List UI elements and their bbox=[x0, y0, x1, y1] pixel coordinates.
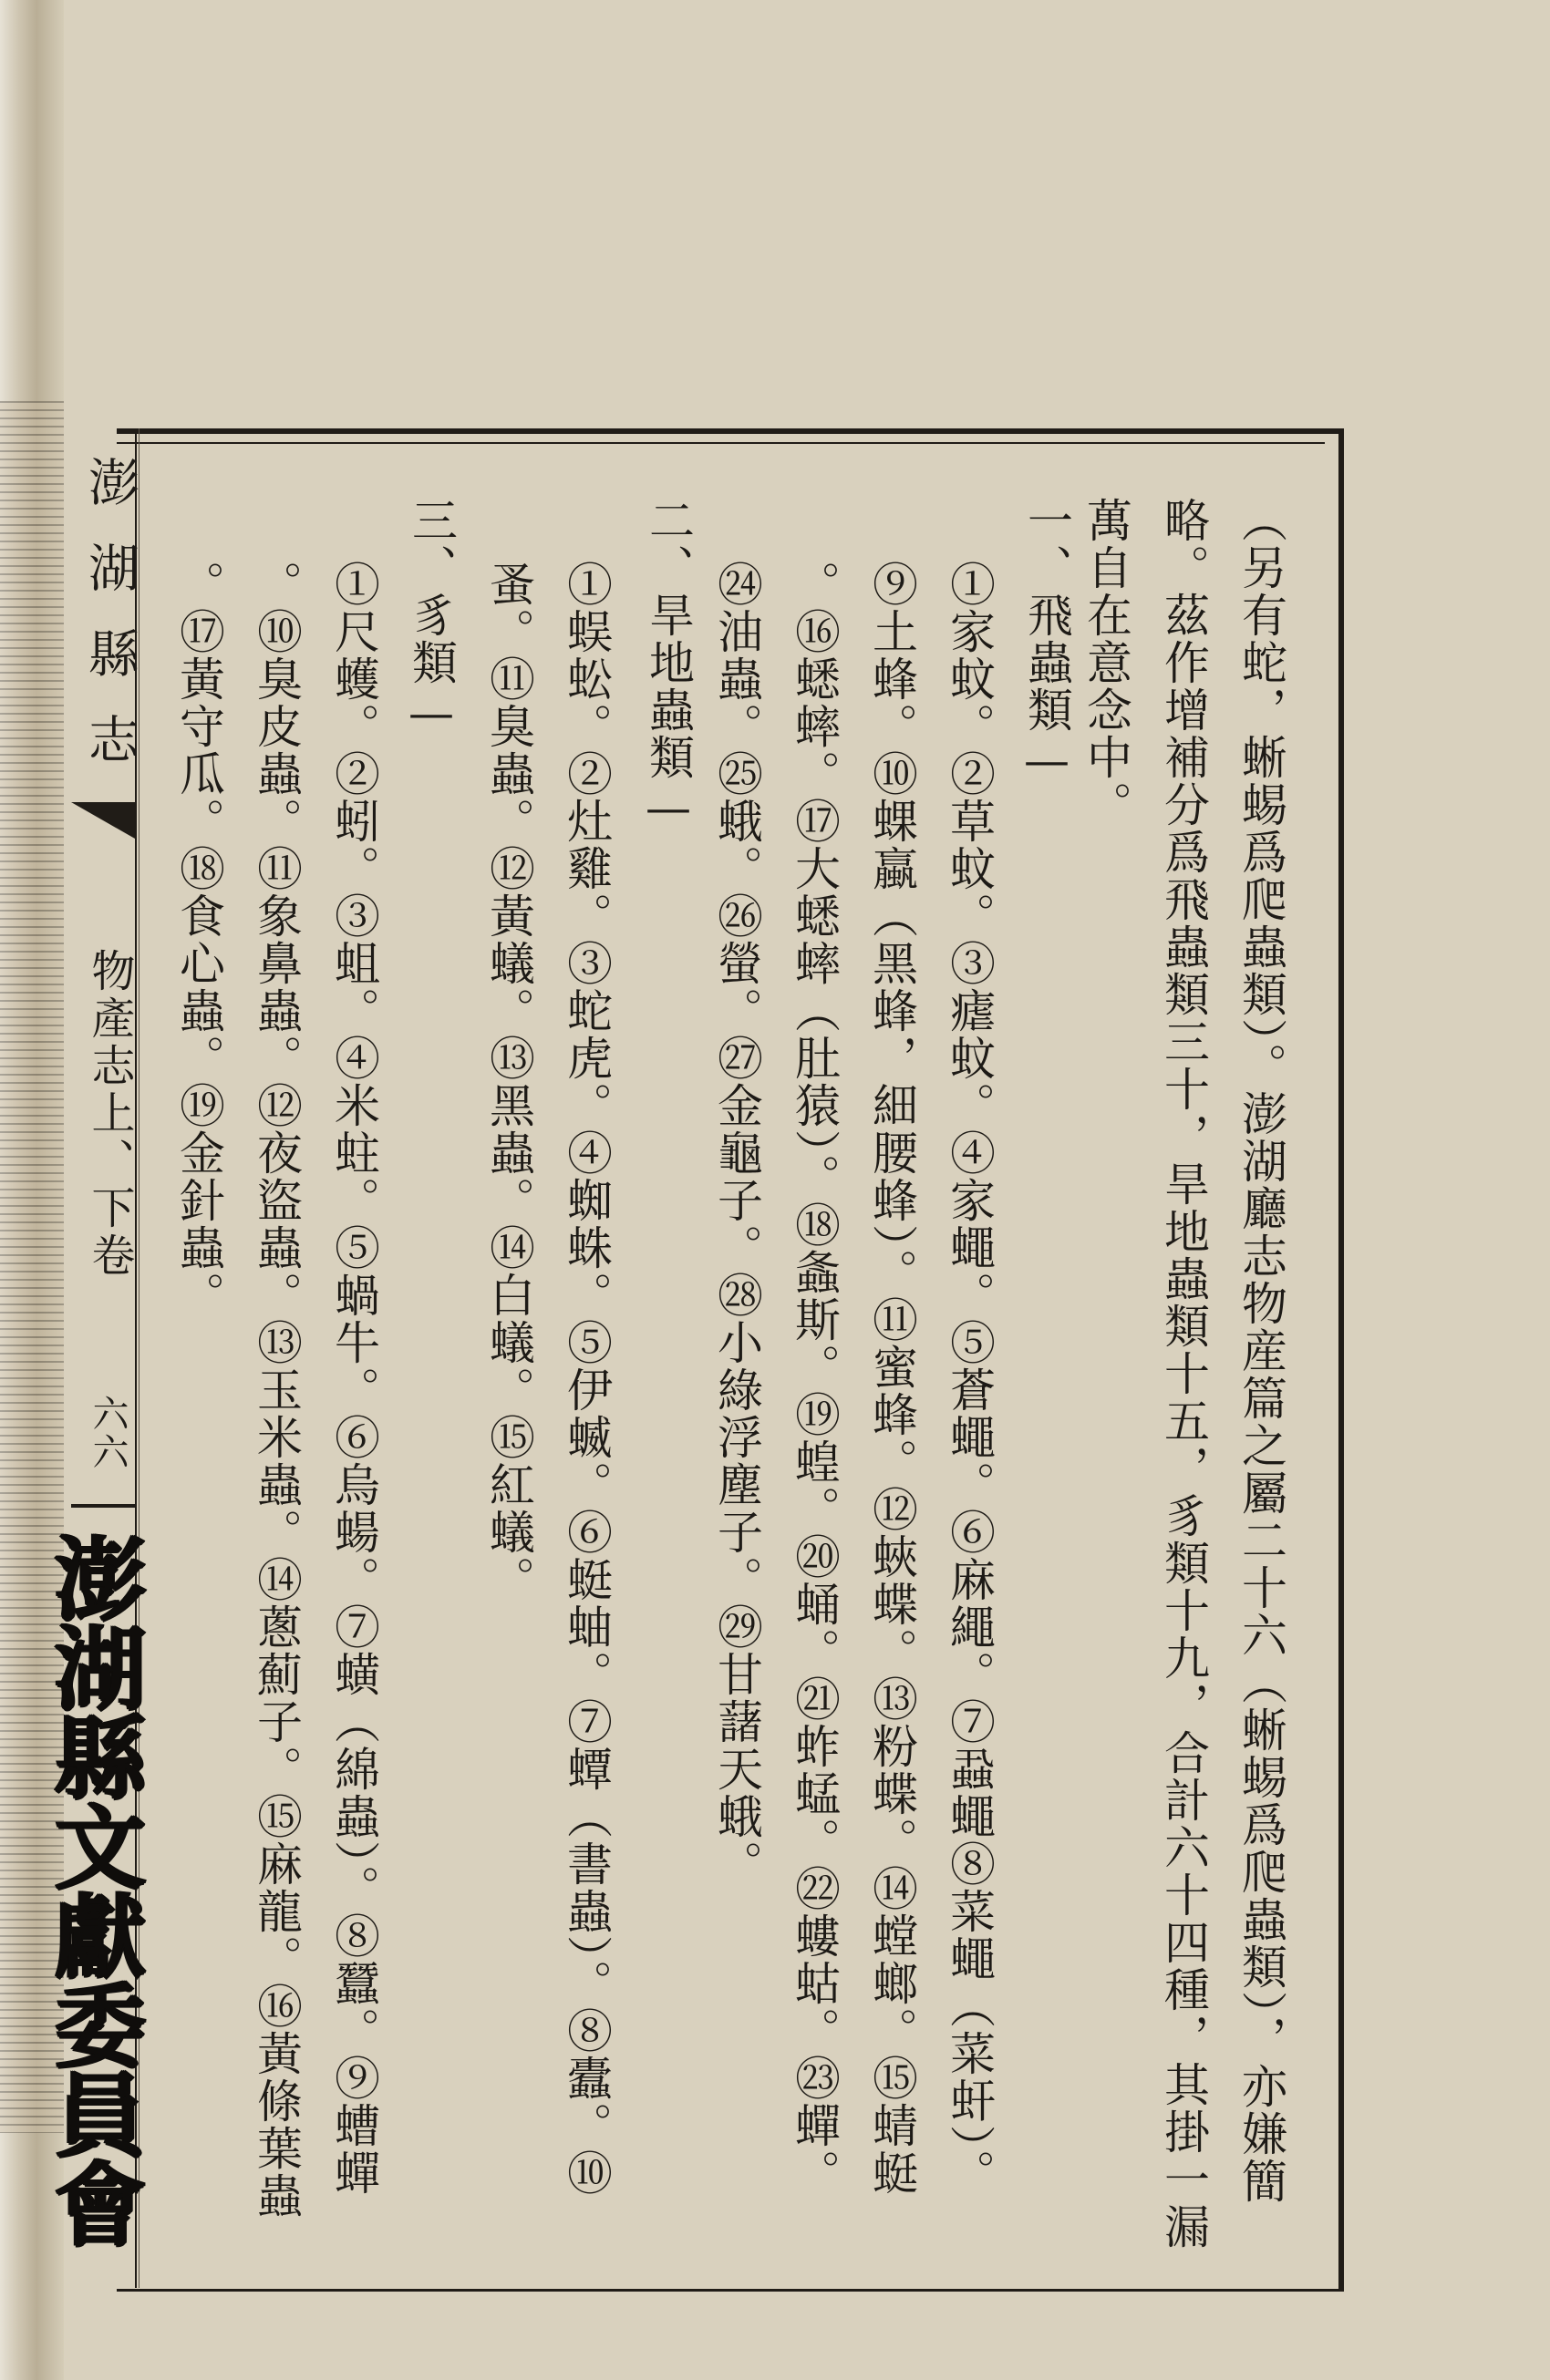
page-number: 六六 bbox=[87, 1395, 129, 1471]
side-subtitle: 物產志上、下卷 bbox=[84, 948, 135, 1280]
text-column-3: 萬自在意念中。 bbox=[1080, 497, 1132, 829]
text-column-1: （另有蛇，蜥蜴爲爬蟲類）。澎湖廳志物産篇之屬二十六（蜥蜴爲爬蟲類），亦嫌簡 bbox=[1235, 497, 1287, 2205]
text-column-7: 。⑯蟋蟀。⑰大蟋蟀（肚猿）。⑱螽斯。⑲蝗。⑳蛹。㉑蚱蜢。㉒螻蛄。㉓蟬。 bbox=[788, 561, 841, 2197]
text-column-8: ㉔油蟲。㉕蛾。㉖螢。㉗金龜子。㉘小綠浮塵子。㉙甘藷天蛾。 bbox=[710, 561, 763, 1888]
page-number-rule bbox=[71, 1504, 135, 1508]
text-column-10: ①蜈蚣。②灶雞。③蛇虎。④蜘蛛。⑤伊蝛。⑥蜓蚰。⑦蟫（書蟲）。⑧蠹。⑩ bbox=[560, 561, 613, 2197]
text-column-2: 略。茲作增補分爲飛蟲類三十，旱地蟲類十五，豸類十九，合計六十四種，其掛一漏 bbox=[1157, 497, 1210, 2251]
page-frame-inner-rule bbox=[117, 442, 1325, 448]
text-column-5: ①家蚊。②草蚊。③瘧蚊。④家蠅。⑤蒼蠅。⑥麻繩。⑦蝨蠅⑧菜蠅（菜虷）。 bbox=[943, 561, 996, 2197]
side-title: 澎湖縣志 bbox=[80, 456, 140, 798]
text-column-14: 。⑩臭皮蟲。⑪象鼻蟲。⑫夜盜蟲。⑬玉米蟲。⑭蔥薊子。⑮麻龍。⑯黃條葉蟲 bbox=[250, 561, 303, 2220]
library-stamp: 澎湖縣文獻委員會 bbox=[39, 1531, 147, 2246]
text-column-15: 。⑰黃守瓜。⑱食心蟲。⑲金針蟲。 bbox=[172, 561, 225, 1319]
section-heading-3: 三、豸類— bbox=[405, 497, 458, 741]
section-heading-2: 二、旱地蟲類— bbox=[642, 497, 695, 836]
section-heading-1: 一、飛蟲類— bbox=[1020, 497, 1073, 788]
text-column-13: ①尺蠖。②蚓。③蛆。④米蛀。⑤蝸牛。⑥烏蝪。⑦蟥（綿蟲）。⑧蠶。⑨螬蟬 bbox=[327, 561, 380, 2197]
text-column-6: ⑨土蜂。⑩蜾蠃（黑蜂，細腰蜂）。⑪蜜蜂。⑫蛺蝶。⑬粉蝶。⑭螳螂。⑮蜻蜓 bbox=[865, 561, 918, 2197]
fishtail-mark bbox=[71, 802, 135, 839]
text-column-11: 蚤。⑪臭蟲。⑫黃蟻。⑬黑蟲。⑭白蟻。⑮紅蟻。 bbox=[482, 561, 535, 1603]
